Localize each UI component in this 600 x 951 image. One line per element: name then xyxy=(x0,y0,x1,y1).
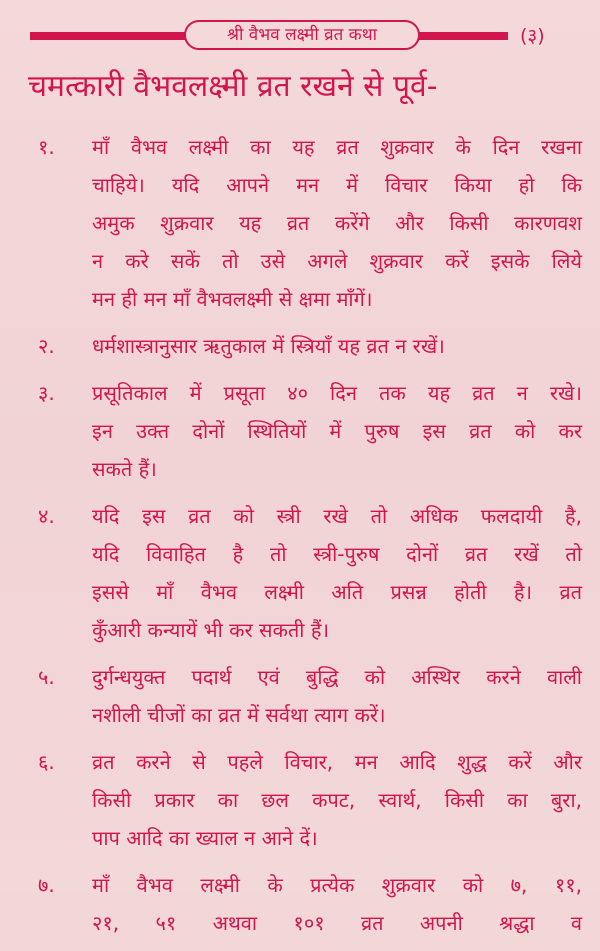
page-number: (३) xyxy=(520,25,545,47)
text-line: यदि इस व्रत को स्त्री रखे तो अधिक फलदायी है, xyxy=(92,504,582,528)
text-line: २१, ५१ अथवा १०१ व्रत अपनी श्रद्धा व xyxy=(92,911,582,935)
text-line: न करे सकें तो उसे अगले शुक्रवार करें इसके लिये xyxy=(92,249,582,273)
item-number: ३. xyxy=(38,381,55,405)
list-item xyxy=(0,658,600,734)
item-number: १. xyxy=(38,135,55,159)
item-text xyxy=(92,658,582,734)
text-line: पाप आदि का ख्याल न आने दें। xyxy=(92,826,318,850)
section-heading: चमत्कारी वैभवलक्ष्मी व्रत रखने से पूर्व- xyxy=(28,69,438,104)
item-text xyxy=(92,327,582,365)
list-item xyxy=(0,128,600,318)
item-number: ६. xyxy=(38,750,55,774)
item-text xyxy=(92,743,582,857)
text-line: अमुक शुक्रवार यह व्रत करेंगे और किसी कारणवश xyxy=(92,211,582,235)
text-line: धर्मशास्त्रानुसार ऋतुकाल में स्त्रियाँ यह व्रत न रखें। xyxy=(92,334,445,358)
text-line: किसी प्रकार का छल कपट, स्वार्थ, किसी का बुरा, xyxy=(92,788,582,812)
list-item xyxy=(0,743,600,857)
text-line: यदि विवाहित है तो स्त्री-पुरुष दोनों व्रत रखें तो xyxy=(92,542,582,566)
rules-list xyxy=(0,128,600,951)
running-title: श्री वैभव लक्ष्मी व्रत कथा xyxy=(184,20,420,50)
item-text xyxy=(92,866,582,942)
page-header xyxy=(30,18,570,54)
text-line: दुर्गन्धयुक्त पदार्थ एवं बुद्धि को अस्थिर करने वाली xyxy=(92,665,582,689)
text-line: इन उक्त दोनों स्थितियों में पुरुष इस व्रत को कर xyxy=(92,419,582,443)
text-line: सकते हैं। xyxy=(92,457,157,481)
text-line: नशीली चीजों का व्रत में सर्वथा त्याग करें। xyxy=(92,703,386,727)
item-number: ४. xyxy=(38,504,55,528)
item-number: २. xyxy=(38,334,55,358)
text-line: माँ वैभव लक्ष्मी का यह व्रत शुक्रवार के दिन रखना xyxy=(92,135,582,159)
item-text xyxy=(92,128,582,318)
item-text xyxy=(92,374,582,488)
list-item xyxy=(0,866,600,942)
item-number: ७. xyxy=(38,873,55,897)
text-line: चाहिये। यदि आपने मन में विचार किया हो कि xyxy=(92,173,582,197)
list-item xyxy=(0,497,600,649)
text-line: मन ही मन माँ वैभवलक्ष्मी से क्षमा माँगें। xyxy=(92,287,373,311)
item-number: ५. xyxy=(38,665,55,689)
list-item xyxy=(0,374,600,488)
item-text xyxy=(92,497,582,649)
text-line: प्रसूतिकाल में प्रसूता ४० दिन तक यह व्रत न रखे। xyxy=(92,381,582,405)
list-item xyxy=(0,327,600,365)
text-line: इससे माँ वैभव लक्ष्मी अति प्रसन्न होती है। व्रत xyxy=(92,580,582,604)
text-line: कुँआरी कन्यायें भी कर सकती हैं। xyxy=(92,618,330,642)
text-line: माँ वैभव लक्ष्मी के प्रत्येक शुक्रवार को ७, ११, xyxy=(92,873,582,897)
text-line: व्रत करने से पहले विचार, मन आदि शुद्ध करें और xyxy=(92,750,582,774)
